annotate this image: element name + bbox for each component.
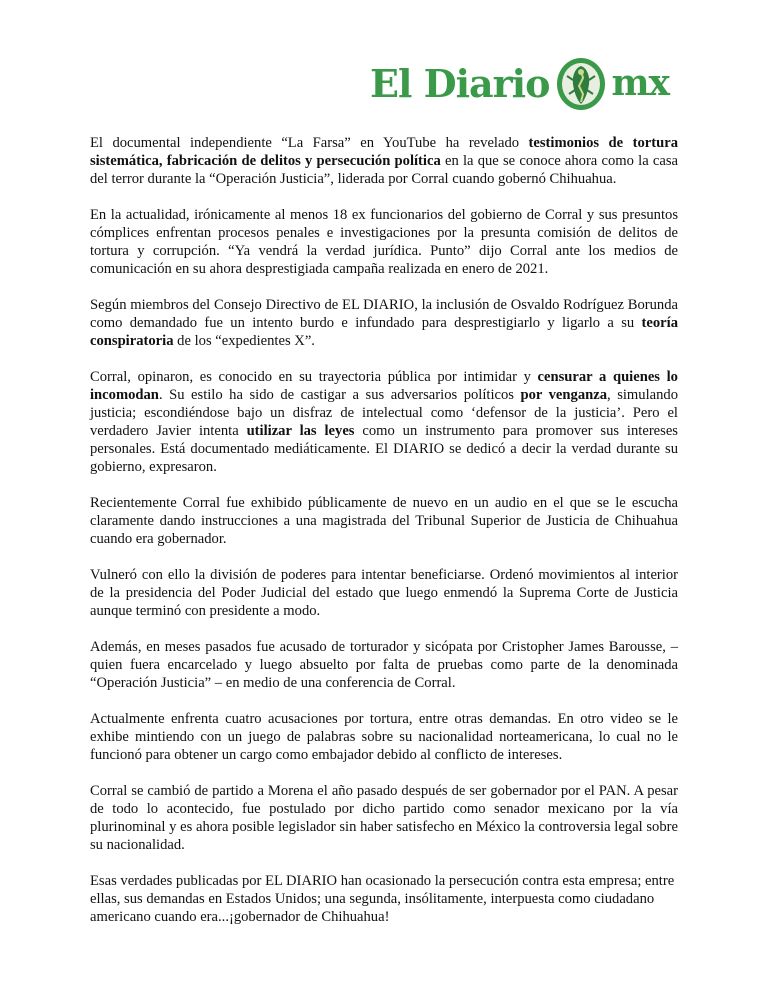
paragraph [90, 872, 678, 926]
text-segment: de los “expedientes X”. [173, 333, 315, 349]
text-segment: Vulneró con ello la división de poderes para intentar beneficiarse. Ordenó movimientos al interior de la presidencia del Poder Judicial del estado que luego enmendó la Suprema Corte de Justicia aunque terminó con presidente a modo. [90, 567, 678, 619]
text-segment: como un instrumento para promover sus intereses personales. Está documentado mediáticamente. El DIARIO se dedicó a decir la verdad durante su gobierno, expresaron. [90, 423, 678, 475]
paragraph [90, 494, 678, 548]
text-segment: Actualmente enfrenta cuatro acusaciones por tortura, entre otras demandas. En otro video se le exhibe mintiendo con un juego de palabras sobre su nacionalidad norteamericana, lo cual no le funcionó para obtener un cargo como embajador debido al conflicto de intereses. [90, 711, 678, 763]
paragraph [90, 782, 678, 854]
text-segment: en la que se conoce ahora como la casa del terror durante la “Operación Justicia”, liderada por Corral cuando gobernó Chihuahua. [90, 153, 678, 187]
paragraph [90, 566, 678, 620]
paragraph [90, 638, 678, 692]
text-segment: En la actualidad, irónicamente al menos 18 ex funcionarios del gobierno de Corral y sus presuntos cómplices enfrentan procesos penales e investigaciones por la presunta comisión de delitos de tortura y corrupción. “Ya vendrá la verdad jurídica. Punto” dijo Corral ante los medios de comunicación en su ahora desprestigiada campaña realizada en enero de 2021. [90, 207, 678, 277]
bold-text: testimonios de tortura sistemática, fabricación de delitos y persecución política [90, 135, 678, 169]
text-segment: Según miembros del Consejo Directivo de EL DIARIO, la inclusión de Osvaldo Rodríguez Borunda como demandado fue un intento burdo e infundado para desprestigiarlo y ligarlo a su [90, 297, 678, 331]
logo-emblem-icon [555, 54, 607, 112]
text-segment: Corral, opinaron, es conocido en su trayectoria pública por intimidar y [90, 369, 538, 385]
paragraph [90, 206, 678, 278]
text-segment: . Su estilo ha sido de castigar a sus adversarios políticos [158, 387, 521, 403]
paragraph [90, 710, 678, 764]
bold-text: teoría conspiratoria [90, 315, 678, 349]
logo-name: El Diario [370, 60, 550, 106]
text-segment: Además, en meses pasados fue acusado de torturador y sicópata por Cristopher James Barousse, – quien fuera encarcelado y luego absuelto por falta de pruebas como parte de la denominada “Operación Justicia” – en medio de una conferencia de Corral. [90, 639, 678, 691]
logo-suffix: mx [611, 62, 670, 104]
paragraph [90, 368, 678, 476]
text-segment: , simulando justicia; escondiéndose bajo un disfraz de intelectual como ‘defensor de la justicia’. Pero el verdadero Javier intenta [90, 387, 678, 439]
el-diario-logo [370, 52, 669, 114]
paragraph [90, 296, 678, 350]
bold-text: por venganza [520, 387, 608, 403]
bold-text: censurar a quienes lo incomodan [90, 369, 678, 403]
text-segment: Esas verdades publicadas por EL DIARIO han ocasionado la persecución contra esta empresa; entre ellas, sus demandas en Estados Unidos; una segunda, insólitamente, interpuesta como ciudadano americano cuando era...¡gobernador de Chihuahua! [90, 873, 675, 925]
text-segment: Recientemente Corral fue exhibido públicamente de nuevo en un audio en el que se le escucha claramente dando instrucciones a una magistrada del Tribunal Superior de Justicia de Chihuahua cuando era gobernador. [90, 495, 678, 547]
bold-text: utilizar las leyes [246, 423, 355, 439]
article-body [90, 134, 678, 944]
text-segment: El documental independiente “La Farsa” en YouTube ha revelado [90, 135, 529, 151]
paragraph [90, 134, 678, 188]
text-segment: Corral se cambió de partido a Morena el año pasado después de ser gobernador por el PAN. A pesar de todo lo acontecido, fue postulado por dicho partido como senador mexicano por la vía plurinominal y es ahora posible legislador sin haber satisfecho en México la controversia legal sobre su nacionalidad. [90, 783, 678, 853]
